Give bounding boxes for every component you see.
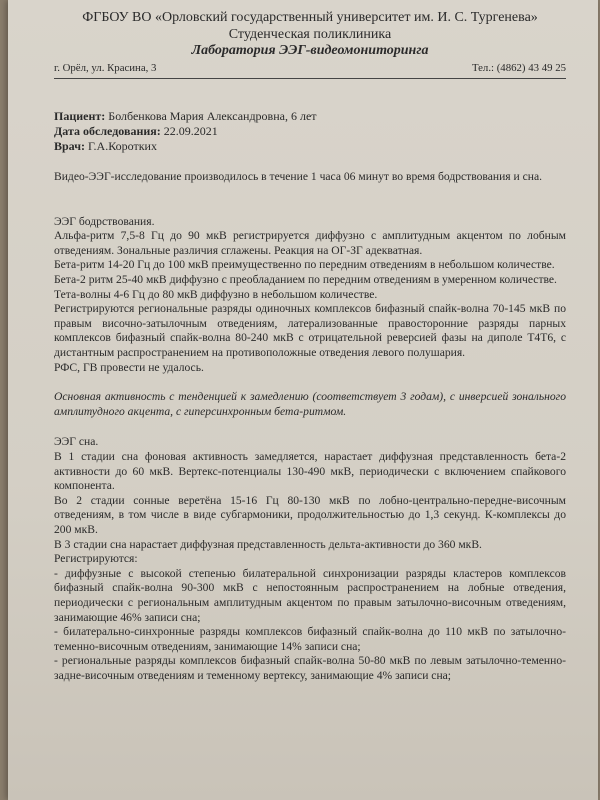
wake-paragraph: РФС, ГВ провести не удалось. <box>54 360 204 374</box>
paper-sheet <box>8 0 598 800</box>
header-phone: Тел.: (4862) 43 49 25 <box>471 61 566 74</box>
header-address: г. Орёл, ул. Красина, 3 <box>54 61 157 74</box>
patient-meta <box>54 109 566 154</box>
doctor-label: Врач: <box>54 139 85 154</box>
sleep-section-title: ЭЭГ сна. <box>54 435 99 449</box>
date-value: 22.09.2021 <box>163 124 218 139</box>
sleep-paragraph: В 1 стадии сна фоновая активность замедляется, нарастает диффузная представленность бета-2 активности до 60 мкВ. Вертекс-потенциалы 130-490 мкВ, периодически с включением спайкового компонента. <box>54 450 566 493</box>
wake-paragraph: Тета-волны 4-6 Гц до 80 мкВ диффузно в небольшом количестве. <box>54 287 378 301</box>
header-address-row <box>54 61 566 76</box>
patient-value: Болбенкова Мария Александровна, 6 лет <box>108 109 317 124</box>
sleep-paragraph: Во 2 стадии сонные веретёна 15-16 Гц 80-130 мкВ по лобно-центрально-передне-височным отведениям, в том числе в виде субгармоники, продолжительностью до 1,3 секунд. К-комплексы до 200 мкВ. <box>54 493 566 536</box>
sleep-paragraph: Регистрируются: <box>54 552 138 566</box>
header-lab: Лаборатория ЭЭГ-видеомониторинга <box>191 43 429 58</box>
date-row <box>54 124 566 139</box>
sleep-list-item: - билатерально-синхронные разряды комплексов бифазный спайк-волна до 110 мкВ по затылочно-теменно-височным отведениям, занимающие 14% записи сна; <box>54 625 566 653</box>
header-clinic: Студенческая поликлиника <box>228 26 392 42</box>
doctor-value: Г.А.Коротких <box>87 139 157 154</box>
sleep-list-item: - диффузные с высокой степенью билатеральной синхронизации разряды кластеров комплексов бифазный спайк-волна 90-300 мкВ с непостоянным распространением на лобные отведения, периодически с региональным амплитудным акцентом по правым затылочно-височным отведениям, занимающие 46% записи сна; <box>54 566 566 624</box>
sleep-list-item: - региональные разряды комплексов бифазный спайк-волна 50-80 мкВ по левым затылочно-теменно-задне-височным отведениям и теменному вертексу, занимающие 4% записи сна; <box>54 654 566 682</box>
document-page <box>54 10 566 684</box>
wake-conclusion: Основная активность с тенденцией к замедлению (соответствует 3 годам), с инверсией зонального амплитудного акцента, с гиперсинхронным бета-ритмом. <box>54 390 566 418</box>
patient-label: Пациент: <box>54 109 106 124</box>
doctor-row <box>54 139 566 154</box>
date-label: Дата обследования: <box>54 124 161 139</box>
header-org: ФГБОУ ВО «Орловский государственный университет им. И. С. Тургенева» <box>82 10 538 25</box>
wake-paragraph: Регистрируются региональные разряды одиночных комплексов бифазный спайк-волна 70-145 мкВ по правым височно-затылочным отведениям, латерализованные правосторонние разряды парных комплексов бифазный спайк-волна 80-240 мкВ с отрицательной реверсией фазы на диполе Т4Т6, с дистантным распространением на противоположные отведения левого полушария. <box>54 302 566 360</box>
header-divider <box>54 78 566 79</box>
sleep-paragraph: В 3 стадии сна нарастает диффузная представленность дельта-активности до 360 мкВ. <box>54 537 482 551</box>
wake-section-title: ЭЭГ бодрствования. <box>54 214 155 228</box>
wake-paragraph: Бета-ритм 14-20 Гц до 100 мкВ преимущественно по передним отведениям в небольшом количестве. <box>54 258 555 272</box>
wake-paragraph: Альфа-ритм 7,5-8 Гц до 90 мкВ регистрируется диффузно с амплитудным акцентом по лобным отведениям. Зональные различия сглажены. Реакция на ОГ-ЗГ адекватная. <box>54 229 566 257</box>
intro-paragraph: Видео-ЭЭГ-исследование производилось в течение 1 часа 06 минут во время бодрствования и сна. <box>54 170 543 184</box>
patient-row <box>54 109 566 124</box>
wake-paragraph: Бета-2 ритм 25-40 мкВ диффузно с преобладанием по передним отведениям в умеренном количестве. <box>54 273 557 287</box>
